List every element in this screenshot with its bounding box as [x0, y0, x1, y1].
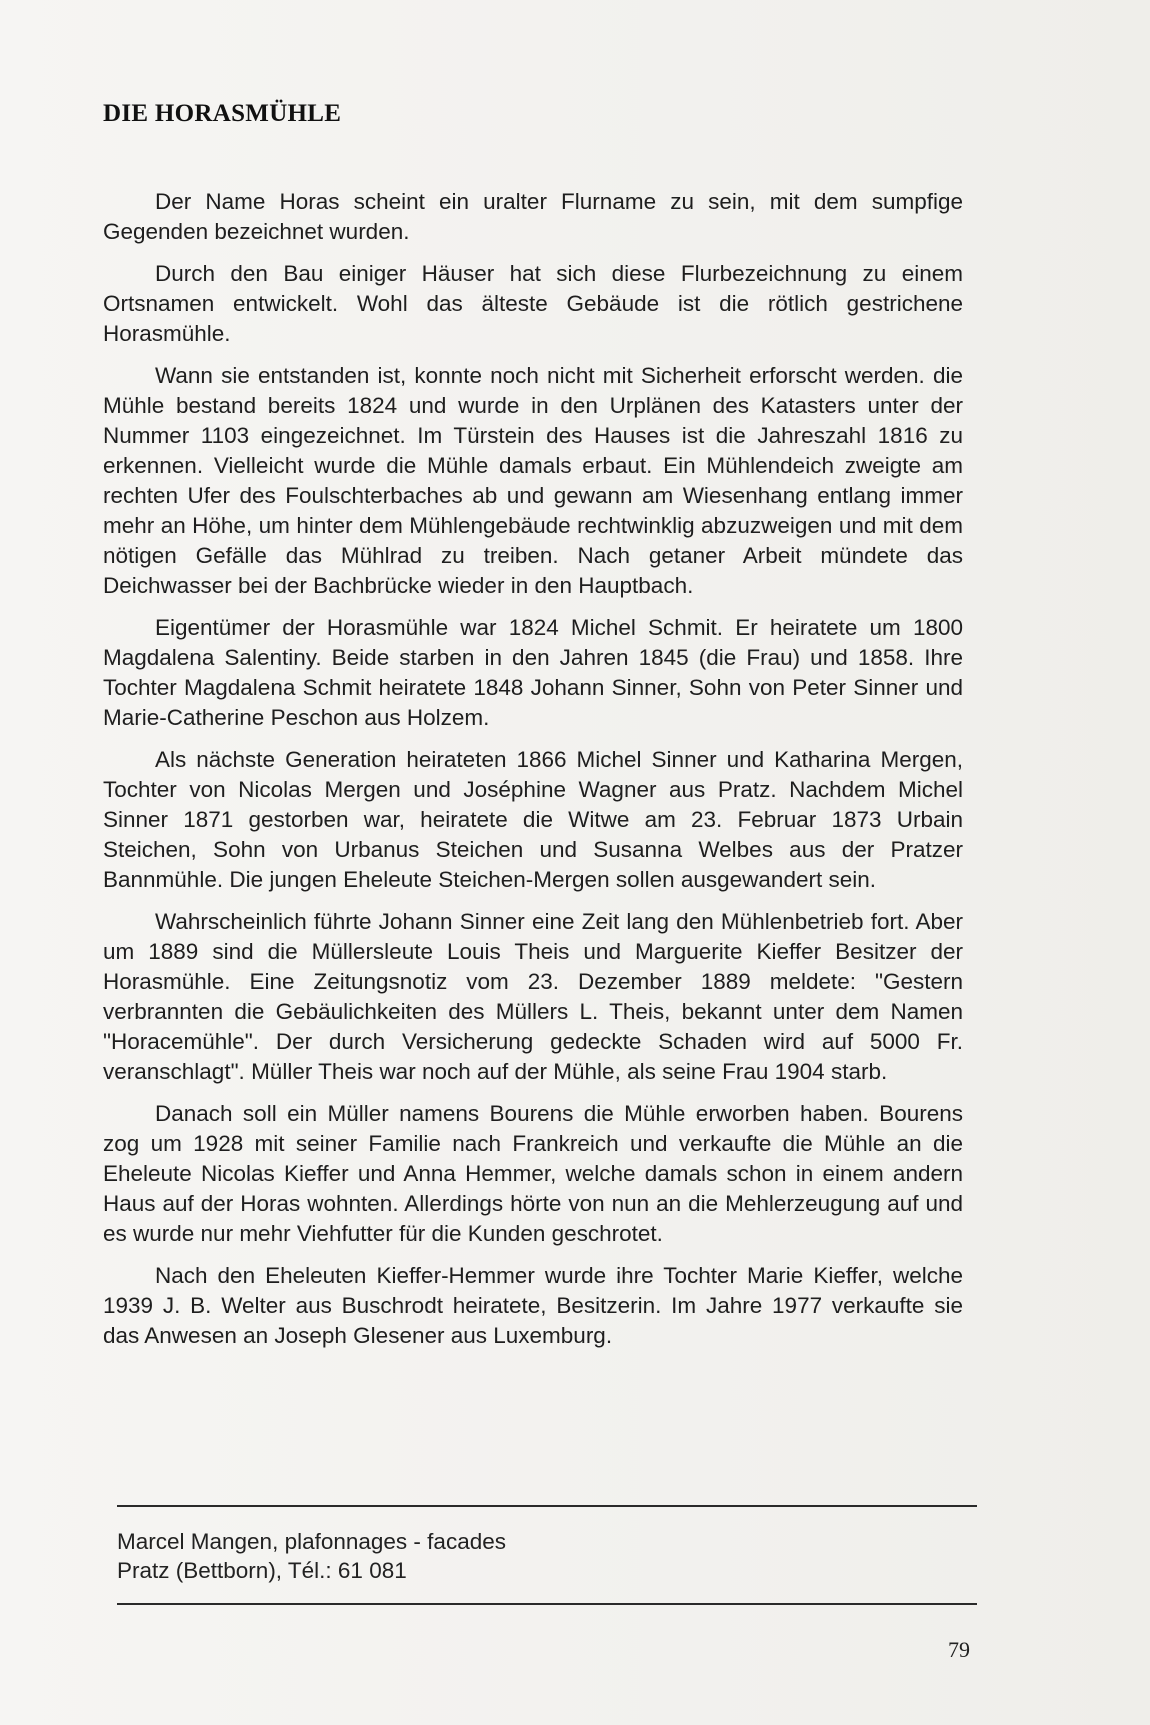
paragraph: Eigentümer der Horasmühle war 1824 Michel Schmit. Er heiratete um 1800 Magdalena Salentiny. Beide starben in den Jahren 1845 (die Frau) und 1858. Ihre Tochter Magdalena Schmit heiratete 1848 Johann Sinner, Sohn von Peter Sinner und Marie-Catherine Peschon aus Holzem. [103, 615, 963, 730]
paragraph: Nach den Eheleuten Kieffer-Hemmer wurde ihre Tochter Marie Kieffer, welche 1939 J. B. Welter aus Buschrodt heiratete, Besitzerin. Im Jahre 1977 verkaufte sie das Anwesen an Joseph Glesener aus Luxemburg. [103, 1263, 963, 1348]
page-number: 79 [948, 1637, 970, 1662]
paragraph: Als nächste Generation heirateten 1866 Michel Sinner und Katharina Mergen, Tochter von Nicolas Mergen und Joséphine Wagner aus Pratz. Nachdem Michel Sinner 1871 gestorben war, heiratete die Witwe am 23. Februar 1873 Urbain Steichen, Sohn von Urbanus Steichen und Susanna Welbes aus der Pratzer Bannmühle. Die jungen Eheleute Steichen-Mergen sollen ausgewandert sein. [103, 747, 963, 892]
article-title: DIE HORASMÜHLE [103, 100, 342, 127]
divider-bottom [117, 1603, 977, 1605]
paragraph: Wann sie entstanden ist, konnte noch nicht mit Sicherheit erforscht werden. die Mühle bestand bereits 1824 und wurde in den Urplänen des Katasters unter der Nummer 1103 eingezeichnet. Im Türstein des Hauses ist die Jahreszahl 1816 zu erkennen. Vielleicht wurde die Mühle damals erbaut. Ein Mühlendeich zweigte am rechten Ufer des Foulschterbaches ab und gewann am Wiesenhang entlang immer mehr an Höhe, um hinter dem Mühlengebäude rechtwinklig abzuzweigen und mit dem nötigen Gefälle das Mühlrad zu treiben. Nach getaner Arbeit mündete das Deichwasser bei der Bachbrücke wieder in den Hauptbach. [103, 363, 963, 598]
paragraph: Durch den Bau einiger Häuser hat sich diese Flurbezeichnung zu einem Ortsnamen entwickelt. Wohl das älteste Gebäude ist die rötlich gestrichene Horasmühle. [103, 261, 963, 346]
paragraph: Wahrscheinlich führte Johann Sinner eine Zeit lang den Mühlenbetrieb fort. Aber um 1889 sind die Müllersleute Louis Theis und Marguerite Kieffer Besitzer der Horasmühle. Eine Zeitungsnotiz vom 23. Dezember 1889 meldete: "Gestern verbrannten die Gebäulichkeiten des Müllers L. Theis, bekannt unter dem Namen "Horacemühle". Der durch Versicherung gedeckte Schaden wird auf 5000 Fr. veranschlagt". Müller Theis war noch auf der Mühle, als seine Frau 1904 starb. [103, 909, 963, 1084]
advertisement-line: Marcel Mangen, plafonnages - facades [117, 1529, 506, 1554]
advertisement-text [117, 1507, 977, 1603]
advertisement-box [117, 1505, 977, 1605]
paragraph: Danach soll ein Müller namens Bourens die Mühle erworben haben. Bourens zog um 1928 mit seiner Familie nach Frankreich und verkaufte die Mühle an die Eheleute Nicolas Kieffer und Anna Hemmer, welche damals schon in einem andern Haus auf der Horas wohnten. Allerdings hörte von nun an die Mehlerzeugung auf und es wurde nur mehr Viehfutter für die Kunden geschrotet. [103, 1101, 963, 1246]
paragraph: Der Name Horas scheint ein uralter Flurname zu sein, mit dem sumpfige Gegenden bezeichnet wurden. [103, 189, 963, 244]
article-body [103, 187, 963, 1363]
advertisement-line: Pratz (Bettborn), Tél.: 61 081 [117, 1558, 407, 1583]
